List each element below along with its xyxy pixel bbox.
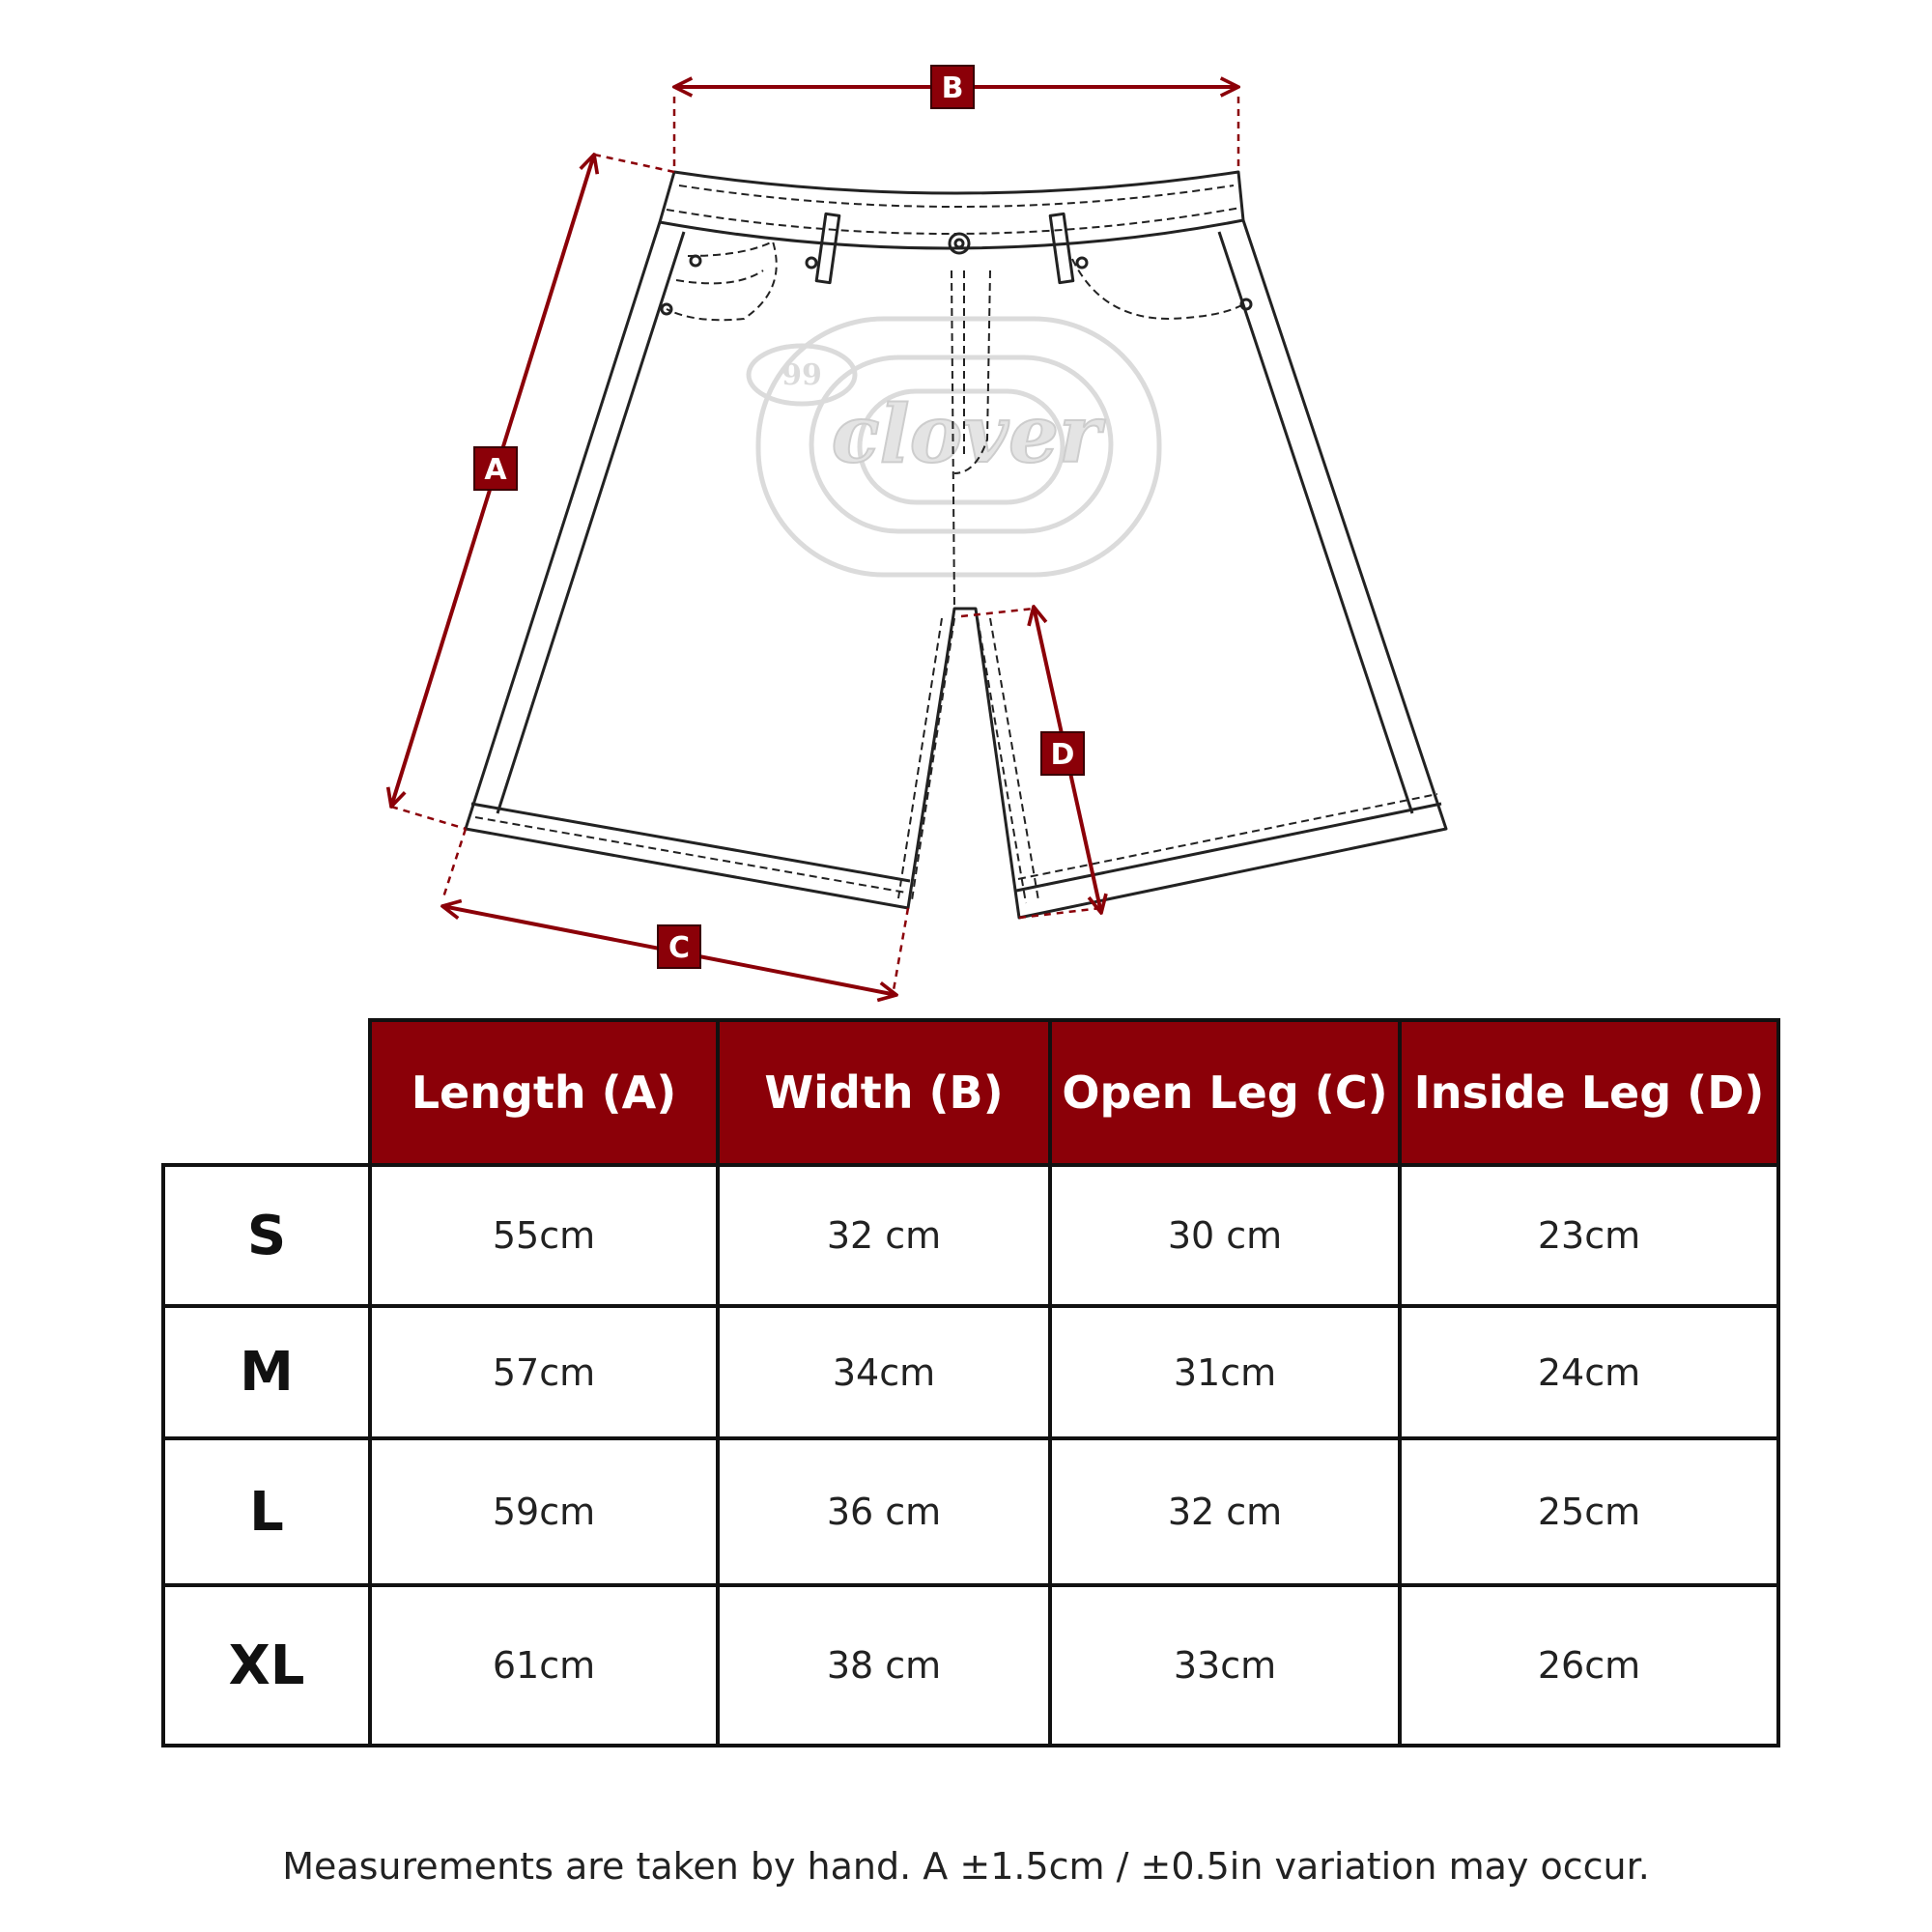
length-value: 61cm: [370, 1585, 718, 1746]
header-length: Length (A): [370, 1020, 718, 1165]
width-value: 32 cm: [718, 1165, 1050, 1306]
inside-leg-value: 24cm: [1400, 1306, 1778, 1438]
table-row: [163, 1585, 1778, 1746]
header-corner: [163, 1020, 370, 1165]
header-open-leg: Open Leg (C): [1050, 1020, 1400, 1165]
header-width: Width (B): [718, 1020, 1050, 1165]
size-label: S: [163, 1165, 370, 1306]
label-d: D: [1040, 731, 1085, 776]
length-value: 59cm: [370, 1438, 718, 1585]
size-chart-table: [161, 1018, 1780, 1747]
width-value: 36 cm: [718, 1438, 1050, 1585]
measurement-arrows: [391, 87, 1238, 995]
inside-leg-value: 25cm: [1400, 1438, 1778, 1585]
extension-lines: [391, 97, 1238, 990]
inside-leg-value: 23cm: [1400, 1165, 1778, 1306]
label-c: C: [657, 924, 701, 969]
size-label: XL: [163, 1585, 370, 1746]
measurement-note: Measurements are taken by hand. A ±1.5cm / ±0.5in variation may occur.: [282, 1845, 1650, 1888]
length-value: 57cm: [370, 1306, 718, 1438]
watermark-badge: 99: [781, 358, 822, 392]
table-row: [163, 1165, 1778, 1306]
table-row: [163, 1438, 1778, 1585]
size-label: L: [163, 1438, 370, 1585]
open-leg-value: 30 cm: [1050, 1165, 1400, 1306]
shorts-outline: [466, 172, 1446, 918]
label-a: A: [473, 446, 518, 491]
open-leg-value: 32 cm: [1050, 1438, 1400, 1585]
size-label: M: [163, 1306, 370, 1438]
width-value: 38 cm: [718, 1585, 1050, 1746]
open-leg-value: 33cm: [1050, 1585, 1400, 1746]
watermark-text: clover: [831, 388, 1101, 481]
table-header-row: [163, 1020, 1778, 1165]
table-row: [163, 1306, 1778, 1438]
open-leg-value: 31cm: [1050, 1306, 1400, 1438]
length-value: 55cm: [370, 1165, 718, 1306]
width-value: 34cm: [718, 1306, 1050, 1438]
inside-leg-value: 26cm: [1400, 1585, 1778, 1746]
header-inside-leg: Inside Leg (D): [1400, 1020, 1778, 1165]
label-b: B: [930, 65, 975, 109]
